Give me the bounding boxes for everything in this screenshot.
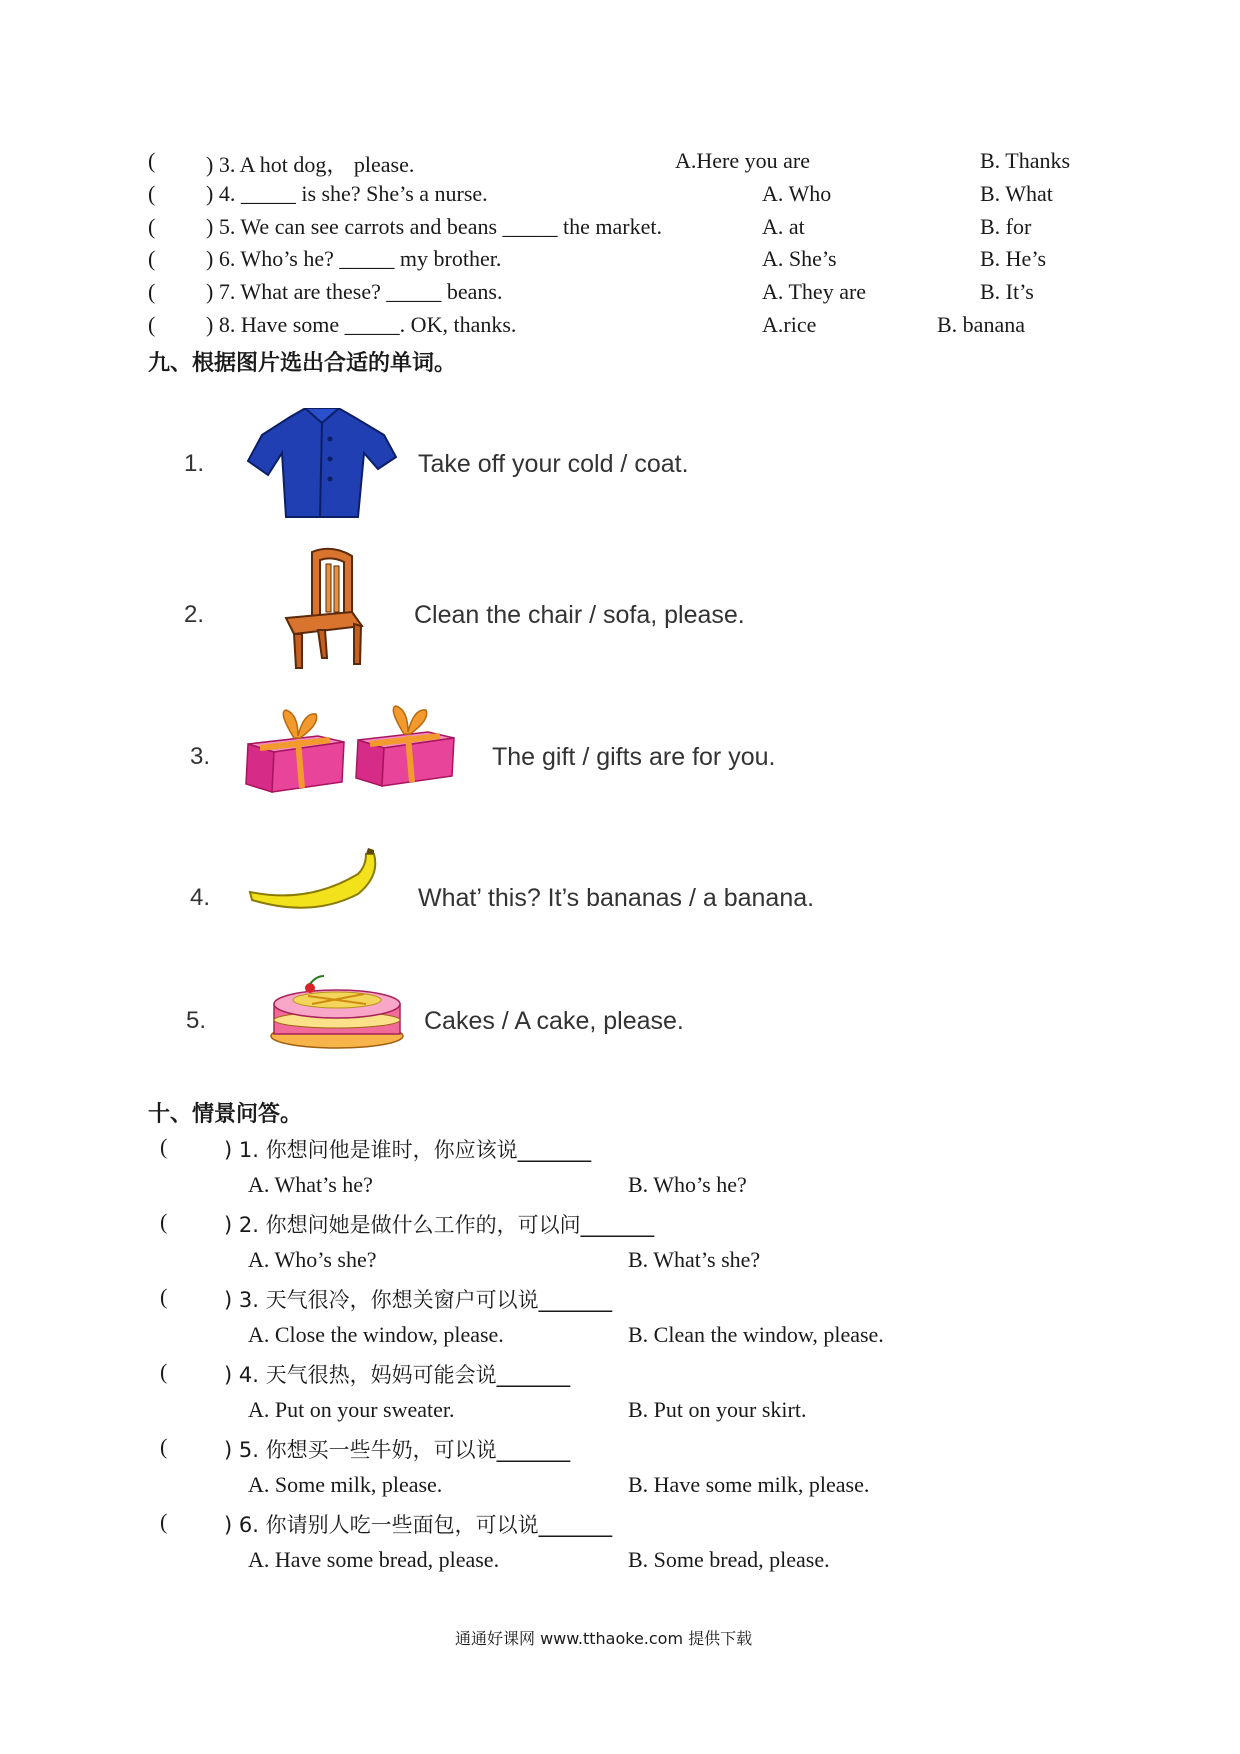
- option-b: B. Have some milk, please.: [628, 1472, 870, 1497]
- situation-question: ) 4. 天气很热，妈妈可能会说_______: [224, 1363, 571, 1387]
- picture-item-text: The gift / gifts are for you.: [492, 743, 776, 771]
- option-b: B. What’s she?: [628, 1247, 761, 1272]
- option-b: B. Put on your skirt.: [628, 1397, 807, 1422]
- section-10-title: 十、情景问答。: [148, 1102, 303, 1127]
- section-9-title: 九、根据图片选出合适的单词。: [148, 351, 457, 376]
- answer-paren[interactable]: (: [160, 1134, 168, 1159]
- option-a: A. Who’s she?: [248, 1247, 377, 1272]
- option-a: A. What’s he?: [248, 1172, 373, 1197]
- picture-item-text: What’ this? It’s bananas / a banana.: [418, 884, 815, 912]
- situation-question: ) 2. 你想问她是做什么工作的，可以问_______: [224, 1213, 655, 1237]
- picture-item-text: Cakes / A cake, please.: [424, 1007, 684, 1035]
- mcq-question: ) 3. A hot dog， please.: [206, 152, 415, 177]
- situation-question: ) 1. 你想问他是谁时，你应该说_______: [224, 1138, 592, 1162]
- option-a: A. She’s: [762, 246, 837, 271]
- option-a: A.rice: [762, 312, 817, 337]
- option-a: A. at: [762, 214, 805, 239]
- picture-item-number: 3.: [190, 743, 211, 770]
- option-a: A. Who: [762, 181, 832, 206]
- situation-question: ) 3. 天气很冷，你想关窗户可以说_______: [224, 1288, 613, 1312]
- situation-question: ) 5. 你想买一些牛奶，可以说_______: [224, 1438, 571, 1462]
- option-a: A. Close the window, please.: [248, 1322, 504, 1347]
- situation-question: ) 6. 你请别人吃一些面包，可以说_______: [224, 1513, 613, 1537]
- mcq-question: ) 7. What are these? _____ beans.: [206, 279, 503, 304]
- picture-item-text: Take off your cold / coat.: [418, 450, 689, 478]
- option-b: B. Clean the window, please.: [628, 1322, 884, 1347]
- chair-icon: [282, 546, 368, 672]
- banana-icon: [248, 848, 380, 912]
- coat-icon: [246, 405, 398, 523]
- mcq-question: ) 8. Have some _____. OK, thanks.: [206, 312, 517, 337]
- option-b: B. banana: [937, 312, 1025, 337]
- answer-paren[interactable]: (: [148, 181, 156, 206]
- page-footer: 通通好课网 www.tthaoke.com 提供下载: [455, 1629, 753, 1648]
- option-a: A.Here you are: [675, 148, 810, 173]
- option-b: B. He’s: [980, 246, 1046, 271]
- answer-paren[interactable]: (: [160, 1209, 168, 1234]
- option-a: A. Have some bread, please.: [248, 1547, 500, 1572]
- picture-item-number: 2.: [184, 601, 205, 628]
- option-b: B. It’s: [980, 279, 1034, 304]
- answer-paren[interactable]: (: [148, 246, 156, 271]
- option-b: B. Thanks: [980, 148, 1071, 173]
- option-a: A. Put on your sweater.: [248, 1397, 455, 1422]
- answer-paren[interactable]: (: [160, 1284, 168, 1309]
- picture-item-number: 1.: [184, 450, 205, 477]
- mcq-question: ) 5. We can see carrots and beans _____ the market.: [206, 214, 662, 239]
- answer-paren[interactable]: (: [148, 312, 156, 337]
- picture-item-text: Clean the chair / sofa, please.: [414, 601, 745, 629]
- answer-paren[interactable]: (: [160, 1509, 168, 1534]
- answer-paren[interactable]: (: [160, 1359, 168, 1384]
- answer-paren[interactable]: (: [148, 148, 156, 173]
- option-b: B. Some bread, please.: [628, 1547, 830, 1572]
- mcq-question: ) 6. Who’s he? _____ my brother.: [206, 246, 502, 271]
- option-b: B. What: [980, 181, 1053, 206]
- option-a: A. They are: [762, 279, 867, 304]
- mcq-question: ) 4. _____ is she? She’s a nurse.: [206, 181, 488, 206]
- answer-paren[interactable]: (: [160, 1434, 168, 1459]
- picture-item-number: 4.: [190, 884, 211, 911]
- option-b: B. Who’s he?: [628, 1172, 747, 1197]
- gift-box-icon: [242, 704, 460, 794]
- option-b: B. for: [980, 214, 1032, 239]
- picture-item-number: 5.: [186, 1007, 207, 1034]
- cake-icon: [268, 974, 406, 1050]
- answer-paren[interactable]: (: [148, 279, 156, 304]
- answer-paren[interactable]: (: [148, 214, 156, 239]
- option-a: A. Some milk, please.: [248, 1472, 443, 1497]
